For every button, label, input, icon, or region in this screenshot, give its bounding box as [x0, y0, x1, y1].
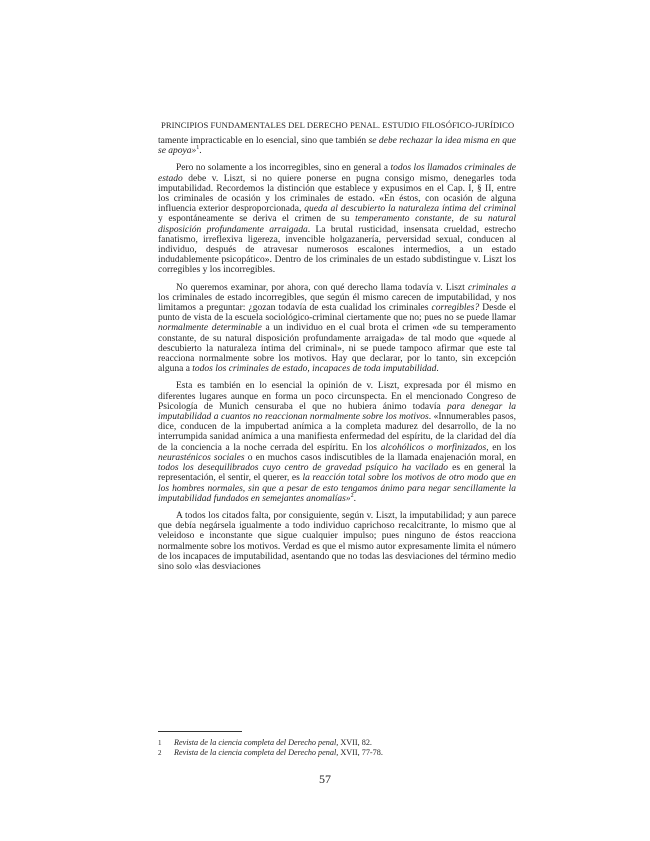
paragraph-1: Pero no solamente a los incorregibles, sino en general a todos los llamados criminales de estado debe v. Liszt, si no quiere ponerse en pugna consigo mismo, denegarles toda imputabilidad. Recordemos la distinción que establece y expusimos en el Cap. I, § II, entre los criminales de ocasión y los criminales de estado. «En éstos, con ocasión de alguna influencia exterior desproporcionada, queda al descubierto la naturaleza íntima del criminal y espontáneamente se deriva el crimen de su temperamento constante, de su natural disposición profundamente arraigada. La brutal rusticidad, insensata crueldad, estrecho fanatismo, irreflexiva ligereza, invencible holgazanería, perversidad sexual, conducen al individuo, después de atravesar numerosos escalones intermedios, a un estado indudablemente psicopático». Dentro de los criminales de un estado subdistingue v. Liszt los corregibles y los incorregibles. [158, 163, 516, 276]
footnote-ref: , XVII, 82. [336, 738, 372, 747]
footnote-2 [158, 748, 516, 758]
footnote-ref-1: 1 [196, 145, 200, 152]
footnote-ref: , XVII, 77-78. [336, 748, 383, 757]
paragraph-4: A todos los citados falta, por consiguiente, según v. Liszt, la imputabilidad; y aun parece que debía negársela igualmente a todo individuo caprichoso recalcitrante, lo mismo que al veleidoso e inconstante que sigue cualquier impulso; pues ninguno de éstos reacciona normalmente sobre los motivos. Verdad es que el mismo autor expresamente limita el número de los incapaces de imputabilidad, asentando que no todas las desviaciones del término medio sino solo «las desviaciones [158, 510, 516, 572]
body-text [158, 136, 516, 579]
running-header [158, 120, 516, 130]
header-title: PRINCIPIOS FUNDAMENTALES DEL DERECHO PENAL. ESTUDIO FILOSÓFICO-JURÍDICO [161, 120, 515, 130]
footnote-ref-2: 2 [350, 492, 354, 499]
footnote-number: 1 [158, 739, 162, 747]
footnote-separator [158, 731, 242, 732]
footnotes [158, 738, 516, 758]
footnote-title: Revista de la ciencia completa del Derecho penal [174, 748, 337, 757]
paragraph-3: Esta es también en lo esencial la opinión de v. Liszt, expresada por él mismo en diferentes lugares aunque en forma un poco circunspecta. En el mencionado Congreso de Psicología de Munich censuraba el que no hubiera ánimo todavía para denegar la imputabilidad a cuantos no reaccionan normalmente sobre los motivos. «Innumerables pasos, dice, conducen de la impubertad anímica a la completa madurez del desarrollo, de la no interrumpida sanidad anímica a una manifiesta enfermedad del espíritu, de la claridad del día de la conciencia a la noche cerrada del espíritu. En los alcohólicos o morfinizados, en los neurasténicos sociales o en muchos casos indiscutibles de la llamada enajenación moral, en todos los desequilibrados cuyo centro de gravedad psíquico ha vacilado es en general la representación, el sentir, el querer, es la reacción total sobre los motivos de otro modo que en los hombres normales, sin que a pesar de esto tengamos ánimo para negar sencillamente la imputabilidad fundados en semejantes anomalías»$^2$. [158, 381, 516, 504]
footnote-number: 2 [158, 749, 162, 757]
footnote-1 [158, 738, 516, 748]
footnote-title: Revista de la ciencia completa del Derecho penal [174, 738, 337, 747]
page-number: 57 [319, 772, 331, 786]
paragraph-2: No queremos examinar, por ahora, con qué derecho llama todavía v. Liszt criminales a los criminales de estado incorregibles, que según él mismo carecen de imputabilidad, y nos limitamos a preguntar: ¿gozan todavía de esta cualidad los criminales corregibles? Desde el punto de vista de la escuela sociológico-criminal ciertamente que no; pues no se puede llamar normalmente determinable a un individuo en el cual brota el crimen «de su temperamento constante, de su natural disposición profundamente arraigada» de tal modo que «quede al descubierto la naturaleza íntima del criminal», ni se puede tampoco afirmar que este tal reacciona normalmente sobre los motivos. Hay que declarar, por lo tanto, sin excepción alguna a todos los criminales de estado, incapaces de toda imputabilidad. [158, 282, 516, 375]
paragraph-0: tamente impracticable en lo esencial, sino que también se debe rechazar la idea misma en que se apoya»$^1$. [158, 136, 516, 157]
